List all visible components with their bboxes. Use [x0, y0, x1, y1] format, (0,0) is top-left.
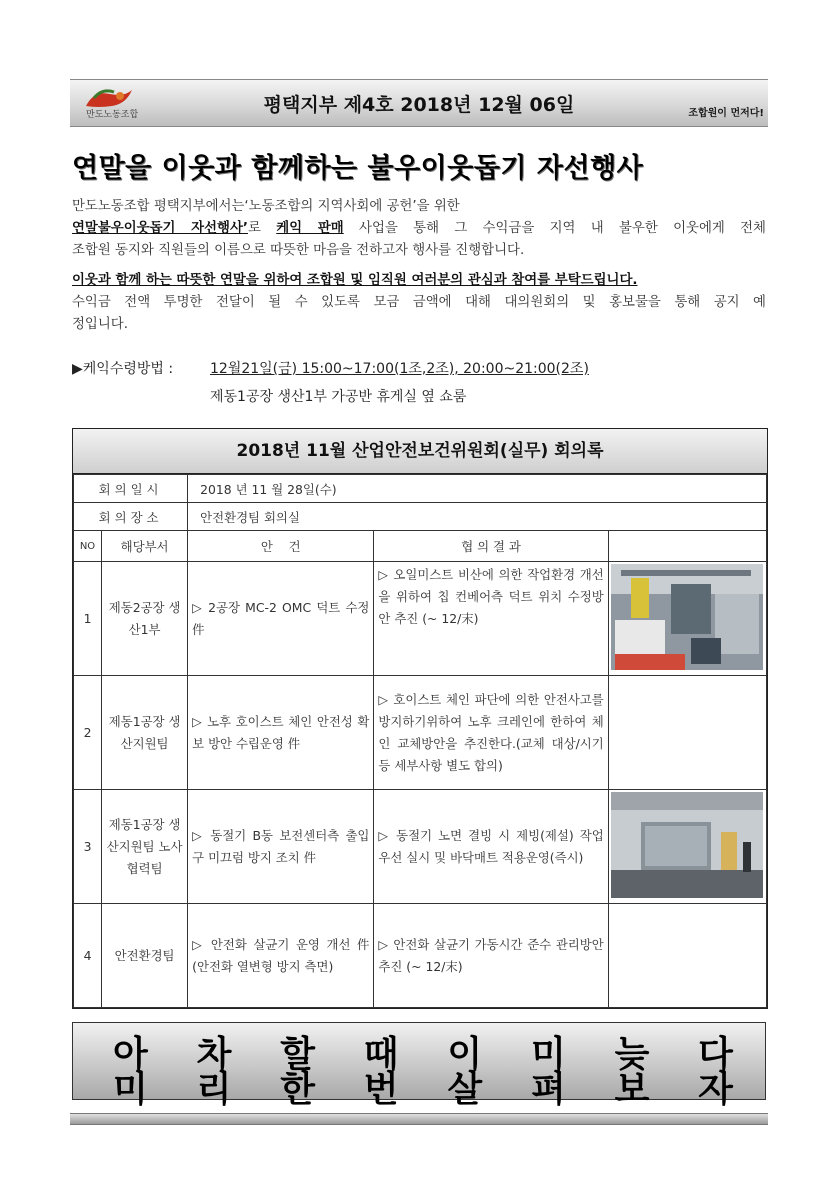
- row-result: ▷ 오일미스트 비산에 의한 작업환경 개선을 위하여 칩 컨베어측 덕트 위치 수정방안 추진 (~ 12/末): [374, 562, 608, 676]
- col-dept: 해당부서: [102, 531, 188, 562]
- table-row: [74, 562, 767, 676]
- slogan-char: 보: [614, 1069, 650, 1110]
- slogan-char: 할: [280, 1034, 315, 1075]
- pickup-place: 제동1공장 생산1부 가공반 휴게실 옆 쇼룸: [210, 389, 467, 405]
- row-agenda: ▷ 노후 호이스트 체인 안전성 확보 방안 수립운영 件: [188, 676, 374, 790]
- meeting-minutes: [72, 428, 768, 1009]
- row-no: 4: [74, 904, 102, 1008]
- intro-line-1: 만도노동조합 평택지부에서는‘노동조합의 지역사회에 공헌’을 위한: [72, 199, 460, 214]
- slogan-char: 늦: [614, 1034, 650, 1075]
- event-name: 연말불우이웃돕기 자선행사’: [72, 221, 249, 236]
- intro-line-2: [72, 218, 766, 240]
- slogan-line-2: [113, 1061, 733, 1112]
- row-agenda: ▷ 동절기 B동 보전센터측 출입구 미끄럼 방지 조치 件: [188, 790, 374, 904]
- intro-line-4: 이웃과 함께 하는 따뜻한 연말을 위하여 조합원 및 임직원 여러분의 관심과 참여를 부탁드립니다.: [72, 273, 638, 288]
- cake-sale: 케익 판매: [276, 221, 344, 236]
- row-no: 2: [74, 676, 102, 790]
- intro-line-5: 수익금 전액 투명한 전달이 될 수 있도록 모금 금액에 대해 대의원회의 및 홍보물을 통해 공지 예: [72, 295, 766, 310]
- building-entrance-photo: [608, 790, 766, 904]
- row-result: ▷ 동절기 노면 결빙 시 제빙(제설) 작업 우선 실시 및 바닥매트 적용운영(즉시): [374, 790, 608, 904]
- pickup-time: 12월21일(금) 15:00~17:00(1조,2조), 20:00~21:00(2조): [210, 361, 589, 377]
- slogan-char: 번: [363, 1069, 399, 1110]
- meeting-place-label: 회의장소: [74, 503, 188, 531]
- slogan-char: 다: [698, 1034, 733, 1075]
- slogan-char: 살: [447, 1069, 483, 1110]
- newsletter-header: [70, 79, 768, 127]
- row-agenda: ▷ 2공장 MC-2 OMC 덕트 수정 件: [188, 562, 374, 676]
- slogan-char: 펴: [530, 1069, 566, 1110]
- slogan-char: 때: [363, 1034, 399, 1075]
- issue-title: 평택지부 제4호 2018년 12월 06일: [263, 94, 575, 116]
- pickup-label: ▶케익수령방법 :: [72, 361, 174, 377]
- intro-line-6: 정입니다.: [72, 317, 128, 332]
- slogan-char: 미: [113, 1069, 148, 1110]
- slogan-char: 한: [280, 1069, 315, 1110]
- safety-slogan-box: [72, 1022, 766, 1110]
- slogan-char: 자: [698, 1069, 733, 1110]
- row-no: 3: [74, 790, 102, 904]
- slogan-char: 차: [196, 1034, 232, 1075]
- table-row: [74, 790, 767, 904]
- intro-line-3: 조합원 동지와 직원들의 이름으로 따뜻한 마음을 전하고자 행사를 진행합니다.: [72, 243, 525, 258]
- row-photo-empty: [608, 904, 766, 1008]
- table-header-row: [74, 531, 767, 562]
- col-agenda: 안 건: [188, 531, 374, 562]
- row-result: ▷ 안전화 살균기 가동시간 준수 관리방안 추진 (~ 12/末): [374, 904, 608, 1008]
- factory-duct-photo: [608, 562, 766, 676]
- slogan-char: 아: [113, 1034, 148, 1075]
- meeting-place-row: [74, 503, 767, 531]
- slogan-char: 미: [530, 1034, 566, 1075]
- meeting-date-label: 회의일시: [74, 475, 188, 503]
- intro-connector: 로: [248, 221, 261, 236]
- row-dept: 제동1공장 생산지원팀: [102, 676, 188, 790]
- intro-line-2-rest: 사업을 통해 그 수익금을 지역 내 불우한 이웃에게 전체: [359, 221, 766, 236]
- meeting-date-value: 2018 년 11 월 28일(수): [188, 475, 767, 503]
- row-dept: 제동2공장 생산1부: [102, 562, 188, 676]
- slogan-char: 이: [447, 1034, 483, 1075]
- col-no: NO: [74, 531, 102, 562]
- table-row: [74, 904, 767, 1008]
- pickup-method: [72, 358, 589, 378]
- footer-bar: [70, 1113, 768, 1125]
- row-agenda: ▷ 안전화 살균기 운영 개선 件 (안전화 열변형 방지 측면): [188, 904, 374, 1008]
- table-row: [74, 676, 767, 790]
- minutes-table: [73, 474, 767, 1008]
- meeting-date-row: [74, 475, 767, 503]
- minutes-title: 2018년 11월 산업안전보건위원회(실무) 회의록: [73, 429, 767, 474]
- col-photo: [608, 531, 766, 562]
- row-result: ▷ 호이스트 체인 파단에 의한 안전사고를 방지하기위하여 노후 크레인에 한하여 체인 교체방안을 추진한다.(교체 대상/시기 등 세부사항 별도 합의): [374, 676, 608, 790]
- header-slogan: 조합원이 먼저다!: [688, 108, 764, 119]
- row-no: 1: [74, 562, 102, 676]
- slogan-char: 리: [196, 1069, 232, 1110]
- row-dept: 안전환경팀: [102, 904, 188, 1008]
- row-photo-empty: [608, 676, 766, 790]
- article-headline: 연말을 이웃과 함께하는 불우이웃돕기 자선행사: [72, 153, 644, 184]
- meeting-place-value: 안전환경팀 회의실: [188, 503, 767, 531]
- col-result: 협 의 결 과: [374, 531, 608, 562]
- row-dept: 제동1공장 생산지원팀 노사협력팀: [102, 790, 188, 904]
- svg-text:만도노동조합: 만도노동조합: [86, 110, 138, 120]
